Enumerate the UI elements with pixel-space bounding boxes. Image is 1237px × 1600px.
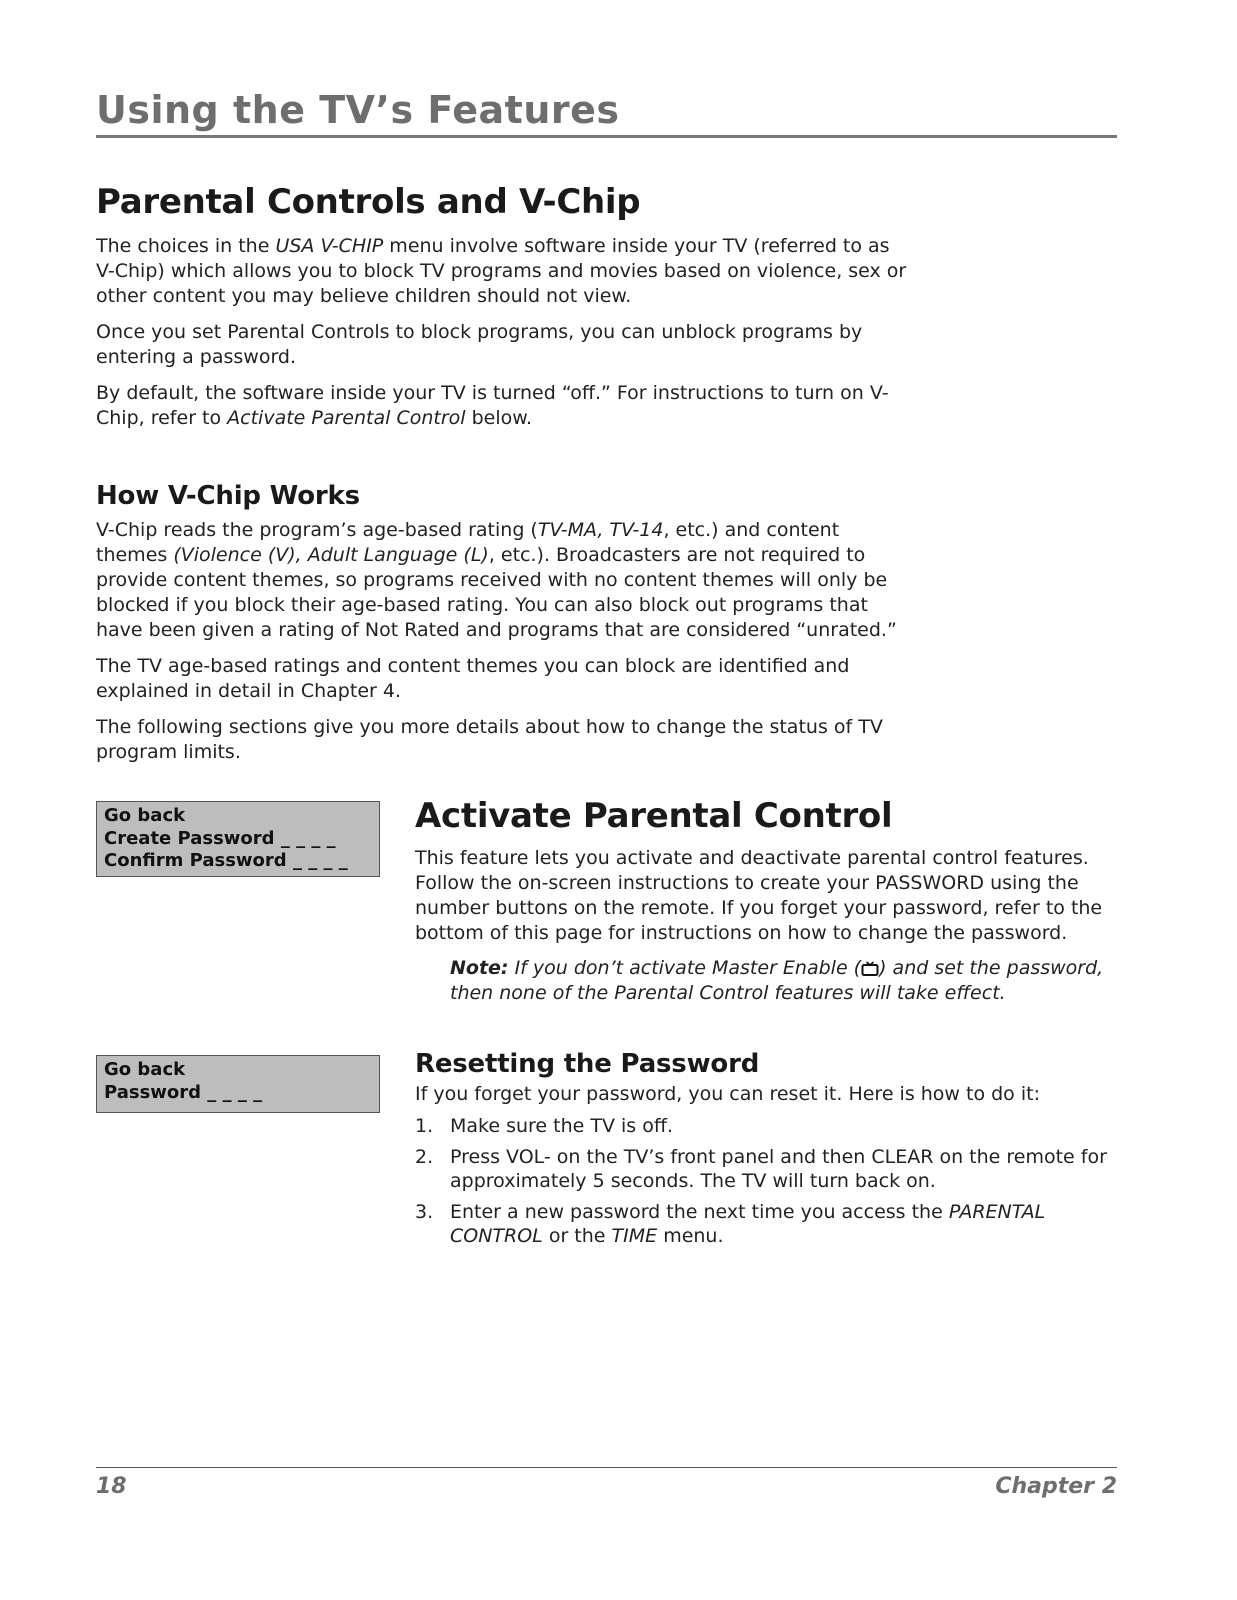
menu-line-go-back: Go back [104,1059,186,1080]
section-how-vchip-works [96,480,911,765]
list-item: 2. Press VOL- on the TV’s front panel and then CLEAR on the remote for approximately 5 seconds. The TV will turn back on. [415,1146,1107,1192]
steps-list [415,1114,1115,1248]
list-item: 1. Make sure the TV is off. [415,1115,673,1137]
paragraph: The TV age-based ratings and content themes you can block are identified and explained in detail in Chapter 4. [96,655,850,702]
subsection-title: How V-Chip Works [96,481,360,511]
subsection-title: Resetting the Password [415,1049,760,1079]
page-header [96,88,1117,138]
page-number: 18 [96,1474,127,1499]
paragraph: By default, the software inside your TV is turned “off.” For instructions to turn on V-Chip, refer to Activate Parental Control below. [96,382,889,429]
section-activate-parental-control [415,796,1115,1006]
menu-line-confirm-password: Confirm Password _ _ _ _ [104,850,348,871]
page-header-title: Using the TV’s Features [96,88,620,132]
section-parental-controls [96,182,911,431]
chapter-label: Chapter 2 [995,1474,1117,1499]
paragraph: This feature lets you activate and deactivate parental control features. Follow the on-screen instructions to create your PASSWORD using the number buttons on the remote. If you forget your password, refer to the bottom of this page for instructions on how to change the password. [415,847,1103,944]
tv-lock-icon [861,961,879,976]
section-title: Activate Parental Control [415,796,893,836]
section-title: Parental Controls and V-Chip [96,182,641,222]
note-label: Note: [450,957,509,979]
paragraph: The choices in the USA V-CHIP menu involve software inside your TV (referred to as V-Chip) which allows you to block TV programs and movies based on violence, sex or other content you may believe children should not view. [96,235,907,307]
menu-line-password: Password _ _ _ _ [104,1081,263,1103]
list-item: 3. Enter a new password the next time you access the PARENTAL CONTROL or the TIME menu. [415,1201,1046,1247]
onscreen-menu-create-password [96,801,380,877]
menu-line-go-back: Go back [104,805,186,826]
paragraph: Once you set Parental Controls to block programs, you can unblock programs by entering a password. [96,321,863,368]
onscreen-menu-password [96,1055,380,1113]
section-resetting-password [415,1048,1115,1248]
paragraph: V-Chip reads the program’s age-based rating (TV-MA, TV-14, etc.) and content themes (Violence (V), Adult Language (L), etc.). Broadcasters are not required to provide content themes, so programs received with no content themes will only be blocked if you block their age-based rating. You can also block out programs that have been given a rating of Not Rated and programs that are considered “unrated.” [96,519,897,641]
paragraph: If you forget your password, you can reset it. Here is how to do it: [415,1083,1040,1105]
menu-line-create-password: Create Password _ _ _ _ [104,827,336,849]
note: Note: If you don’t activate Master Enable ( ) and set the password, then none of the Parental Control features will take effect. [450,957,1104,1004]
paragraph: The following sections give you more details about how to change the status of TV program limits. [96,716,883,763]
page-footer [96,1467,1117,1499]
